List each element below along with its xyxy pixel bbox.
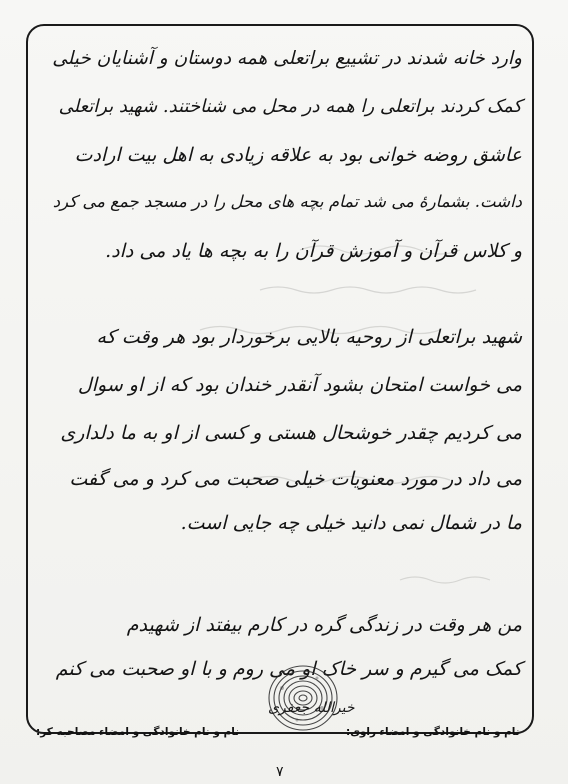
paragraph-2-line-4: می داد در مورد معنویات خیلی صحبت می کرد و می گفت (69, 468, 522, 490)
paragraph-1-line-5: و کلاس قرآن و آموزش قرآن را به بچه ها یاد می داد. (105, 240, 522, 262)
paragraph-2-line-2: می خواست امتحان بشود آنقدر خندان بود که از او سوال (77, 374, 522, 396)
paragraph-2-line-3: می کردیم چقدر خوشحال هستی و کسی از او به ما دلداری (60, 422, 522, 444)
page-number: ۷ (276, 764, 284, 780)
paragraph-3-line-1: من هر وقت در زندگی گره در کارم بیفتد از شهیدم (126, 614, 522, 636)
narrator-signature-label: نام و نام خانوادگی و امضاء راوی: (346, 726, 520, 738)
narrator-signature-name: خیرالله جعفری (268, 700, 355, 716)
paragraph-2-line-1: شهید براتعلی از روحیه بالایی برخوردار بود هر وقت که (96, 326, 522, 348)
paragraph-1-line-2: کمک کردند براتعلی را همه در محل می شناختند. شهید براتعلی (58, 96, 522, 117)
fingerprint-signature (262, 658, 344, 736)
paragraph-1-line-1: وارد خانه شدند در تشییع براتعلی همه دوستان و آشنایان خیلی (52, 48, 522, 69)
paragraph-3-line-2: کمک می گیرم و سر خاک او می روم و با او صحبت می کنم (55, 658, 522, 680)
paragraph-1-line-4: داشت. بشمارهٔ می شد تمام بچه های محل را در مسجد جمع می کرد (52, 192, 522, 211)
interviewer-signature-label: نام و نام خانوادگی و امضاء مصاحبه کر: (36, 726, 240, 738)
paragraph-1-line-3: عاشق روضه خوانی بود به علاقه زیادی به اهل بیت ارادت (74, 144, 522, 166)
paragraph-2-line-5: ما در شمال نمی دانید خیلی چه جایی است. (180, 512, 522, 534)
